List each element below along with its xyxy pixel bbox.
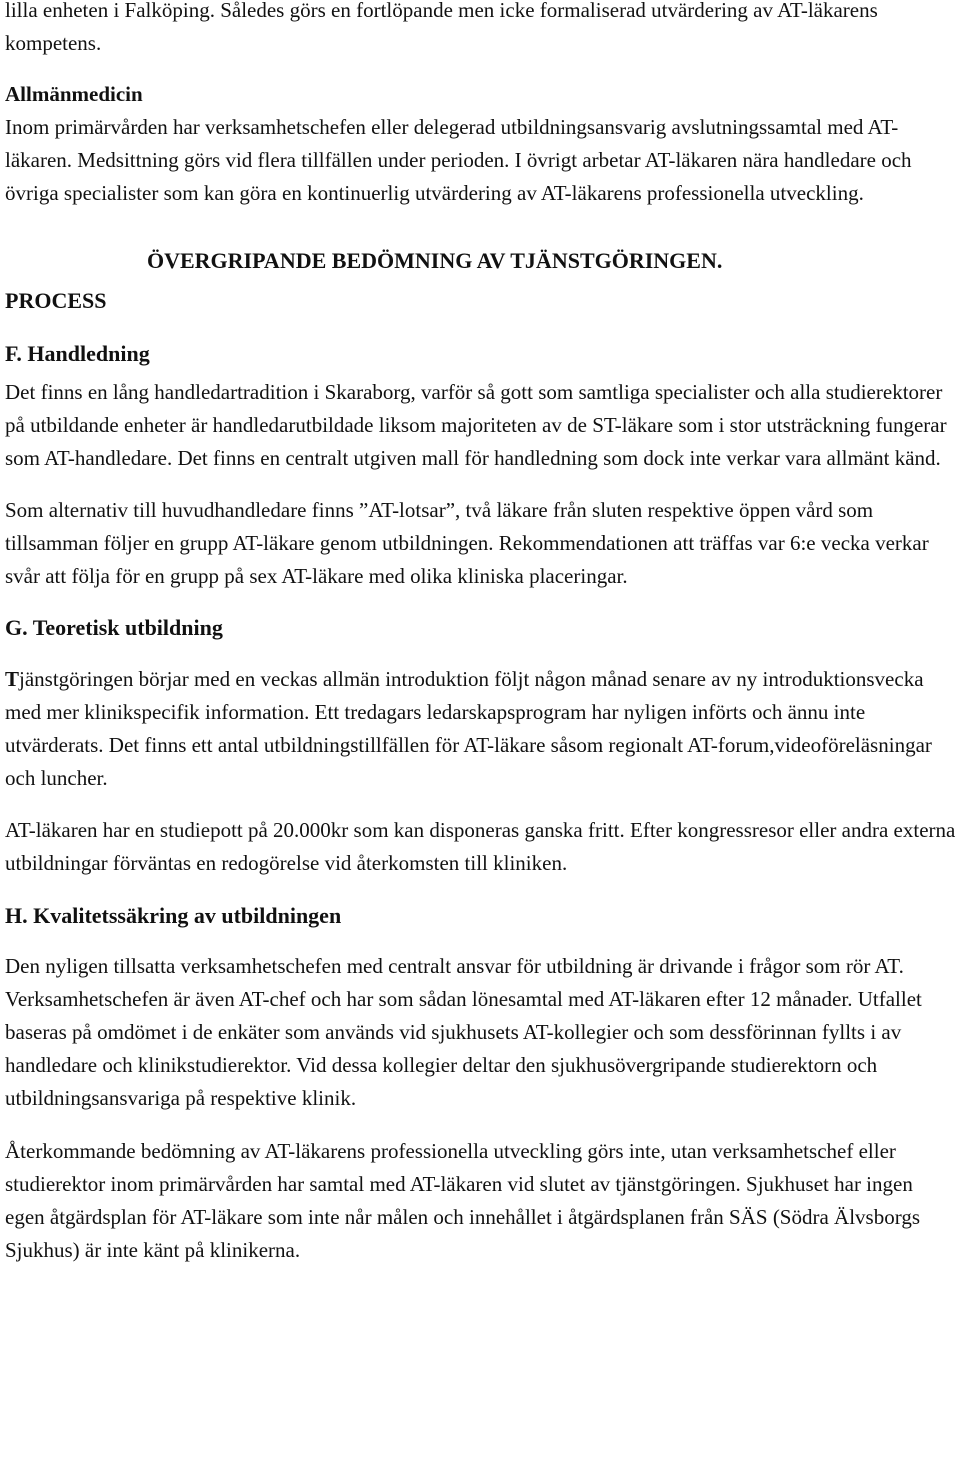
intro-paragraph: lilla enheten i Falköping. Således görs en fortlöpande men icke formaliserad utvärdering av AT-läkarens kompetens.: [5, 0, 878, 55]
kvalitetssakring-paragraph-2: Återkommande bedömning av AT-läkarens professionella utveckling görs inte, utan verksamhetschef eller studierektor inom primärvården har samtal med AT-läkaren vid slutet av tjänstgöringen. Sjukhuset har ingen egen åtgärdsplan för AT-läkare som inte når målen och innehållet i åtgärdsplanen från SÄS (Södra Älvsborgs Sjukhus) är inte känt på klinikerna.: [5, 1139, 921, 1262]
teoretisk-utbildning-paragraph-2: AT-läkaren har en studiepott på 20.000kr som kan disponeras ganska fritt. Efter kongressresor eller andra externa utbildningar förväntas en redogörelse vid återkomsten till kliniken.: [5, 818, 956, 875]
kvalitetssakring-heading: H. Kvalitetssäkring av utbildningen: [5, 903, 342, 928]
drop-letter: T: [5, 667, 20, 691]
handledning-heading: F. Handledning: [5, 341, 150, 366]
allmanmedicin-heading: Allmänmedicin: [5, 82, 143, 106]
overgripande-heading: ÖVERGRIPANDE BEDÖMNING AV TJÄNSTGÖRINGEN.: [147, 248, 723, 273]
teoretisk-utbildning-heading: G. Teoretisk utbildning: [5, 615, 223, 640]
handledning-paragraph-1: Det finns en lång handledartradition i Skaraborg, varför så gott som samtliga specialister och alla studierektorer på utbildande enheter är handledarutbildade liksom majoriteten av de ST-läkare som i stor utsträckning fungerar som AT-handledare. Det finns en centralt utgiven mall för handledning som dock inte verkar vara allmänt känd.: [5, 380, 947, 470]
section-headings: [5, 244, 957, 374]
teoretisk-utbildning-paragraph-1: [5, 663, 957, 795]
allmanmedicin-paragraph: Inom primärvården har verksamhetschefen eller delegerad utbildningsansvarig avslutningssamtal med AT-läkaren. Medsittning görs vid flera tillfällen under perioden. I övrigt arbetar AT-läkaren nära handledare och övriga specialister som kan göra en kontinuerlig utvärdering av AT-läkarens professionella utveckling.: [5, 115, 912, 205]
document-page: [5, 0, 957, 1267]
allmanmedicin-section: [5, 78, 957, 210]
kvalitetssakring-paragraph-1: Den nyligen tillsatta verksamhetschefen med centralt ansvar för utbildning är drivande i frågor som rör AT. Verksamhetschefen är även AT-chef och har som sådan lönesamtal med AT-läkaren efter 12 månader. Utfallet baseras på omdömet i de enkäter som används vid sjukhusets AT-kollegier och som dessförinnan fyllts i av handledare och klinikstudierektor. Vid dessa kollegier deltar den sjukhusövergripande studierektorn och utbildningsansvariga på respektive klinik.: [5, 954, 922, 1110]
handledning-paragraph-2: Som alternativ till huvudhandledare finns ”AT-lotsar”, två läkare från sluten respektive öppen vård som tillsamman följer en grupp AT-läkare genom utbildningen. Rekommendationen att träffas var 6:e vecka verkar svår att följa för en grupp på sex AT-läkare med olika kliniska placeringar.: [5, 498, 929, 588]
teoretisk-utbildning-paragraph-1-text: jänstgöringen börjar med en veckas allmän introduktion följt någon månad senare av ny introduktionsvecka med mer klinikspecifik information. Ett tredagars ledarskapsprogram har nyligen införts och ännu inte utvärderats. Det finns ett antal utbildningstillfällen för AT-läkare såsom regionalt AT-forum,videoföreläsningar och luncher.: [5, 667, 932, 790]
process-heading: PROCESS: [5, 288, 107, 313]
